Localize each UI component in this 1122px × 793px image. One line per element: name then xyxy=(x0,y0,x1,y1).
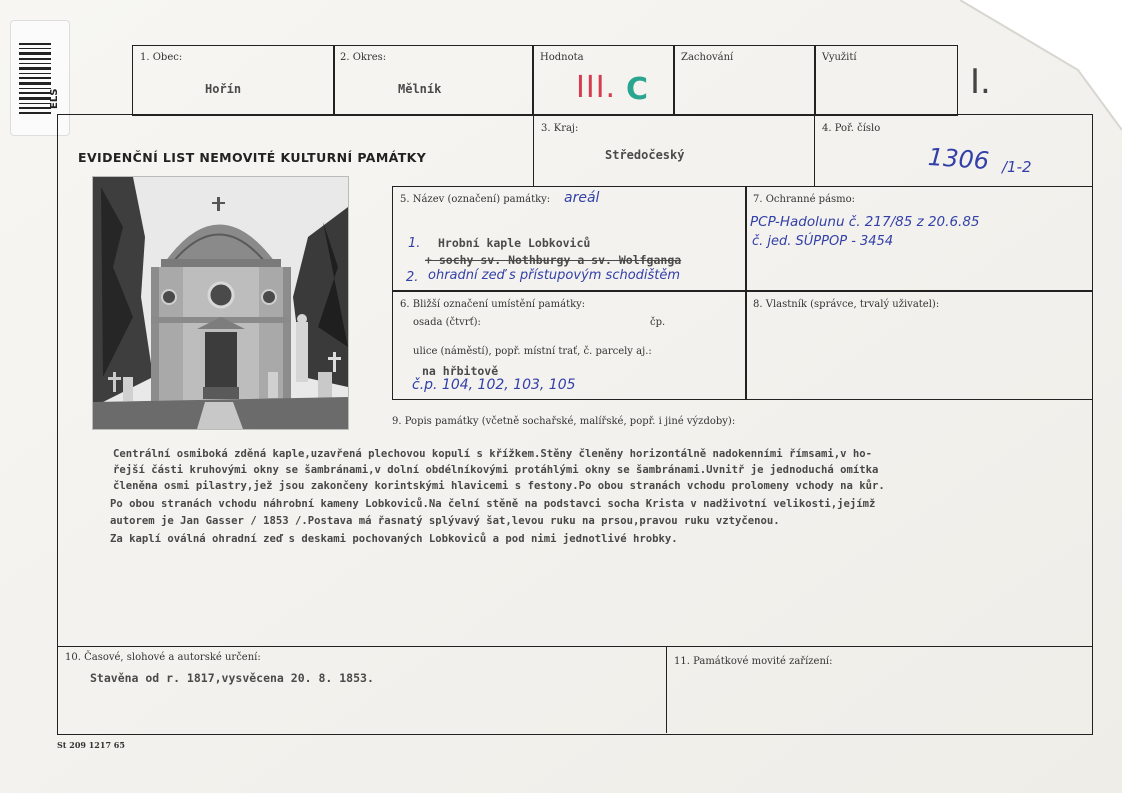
corner-mark: I. xyxy=(970,62,991,102)
chapel-photo xyxy=(92,176,349,430)
osada-label: osada (čtvrť): xyxy=(413,317,481,328)
ochranne-pasmo-line2: č. jed. SÚPPOP - 3454 xyxy=(752,234,894,249)
urceni-label: 10. Časové, slohové a autorské určení: xyxy=(65,652,261,663)
vlastnik-label: 8. Vlastník (správce, trvalý uživatel): xyxy=(753,299,940,310)
popis-line-2: řejší části kruhovými okny se šambránami,v dolní obdélníkovými protáhlými okny se šambránami.Uvnitř je jednoduchá omítka xyxy=(113,464,879,476)
kraj-value: Středočeský xyxy=(605,148,685,162)
nazev-item2-text: ohradní zeď s přístupovým schodištěm xyxy=(428,268,681,283)
nazev-item1-num: 1. xyxy=(408,236,421,251)
obec-label: 1. Obec: xyxy=(140,52,183,63)
form-title: EVIDENČNÍ LIST NEMOVITÉ KULTURNÍ PAMÁTKY xyxy=(78,150,427,165)
obec-value: Hořín xyxy=(205,82,242,96)
parcely-hand: č.p. 104, 102, 103, 105 xyxy=(412,377,576,393)
ulice-label: ulice (náměstí), popř. místní trať, č. parcely aj.: xyxy=(413,346,652,357)
hodnota-mark: C xyxy=(626,72,649,107)
por-cislo-suffix: /1-2 xyxy=(1002,158,1032,176)
por-cislo-label: 4. Poř. číslo xyxy=(822,123,881,134)
popis-line-4: Po obou stranách vchodu náhrobní kameny Lobkoviců.Na čelní stěně na podstavci socha Krista v nadživotní velikosti,jejímž xyxy=(110,498,876,510)
ochranne-pasmo-label: 7. Ochranné pásmo: xyxy=(753,194,856,205)
barcode-label: ELS xyxy=(49,88,60,109)
okres-value: Mělník xyxy=(398,82,442,96)
ulice-value: na hřbitově xyxy=(422,364,499,378)
popis-line-6: Za kaplí oválná ohradní zeď s deskami pochovaných Lobkoviců a pod nimi jednotlivé hrobky. xyxy=(110,533,678,545)
nazev-hand-note: areál xyxy=(564,190,600,206)
vyuziti-label: Využití xyxy=(822,52,857,63)
divider xyxy=(814,114,815,186)
divider xyxy=(666,646,667,733)
nazev-label: 5. Název (označení) památky: xyxy=(400,194,551,205)
hodnota-value: III. xyxy=(576,70,617,105)
ochranne-pasmo-line1: PCP-Hadolunu č. 217/85 z 20.6.85 xyxy=(750,214,980,230)
nazev-item1-line1: Hrobní kaple Lobkoviců xyxy=(438,236,591,250)
popis-line-3: členěna osmi pilastry,jež jsou zakončeny korintskými hlavicemi s festony.Po obou stranách vchodu prolomeny vchody na kůr. xyxy=(113,480,885,492)
kraj-label: 3. Kraj: xyxy=(541,123,579,134)
divider xyxy=(57,646,1092,647)
popis-label: 9. Popis památky (včetně sochařské, malířské, popř. i jiné výzdoby): xyxy=(392,416,736,427)
okres-label: 2. Okres: xyxy=(340,52,387,63)
movite-label: 11. Památkové movité zařízení: xyxy=(674,656,833,667)
popis-line-5: autorem je Jan Gasser / 1853 /.Postava má řasnatý splývavý šat,levou ruku na prsou,pravou ruku vztyčenou. xyxy=(110,515,780,527)
hodnota-label: Hodnota xyxy=(540,52,584,63)
footer-code: St 209 1217 65 xyxy=(57,740,125,750)
nazev-item1-line2: + sochy sv. Nothburgy a sv. Wolfganga xyxy=(425,253,682,267)
zachovani-label: Zachování xyxy=(681,52,734,63)
umisteni-label: 6. Bližší označení umístění památky: xyxy=(400,299,586,310)
popis-line-1: Centrální osmiboká zděná kaple,uzavřená plechovou kopulí s křížkem.Stěny členěny horizontálně nadokenními římsami,v ho- xyxy=(113,448,872,460)
cp-label: čp. xyxy=(650,317,666,328)
divider xyxy=(533,114,534,186)
por-cislo-value: 1306 xyxy=(927,142,990,176)
nazev-item2-num: 2. xyxy=(406,270,419,285)
urceni-value: Stavěna od r. 1817,vysvěcena 20. 8. 1853. xyxy=(90,671,374,685)
